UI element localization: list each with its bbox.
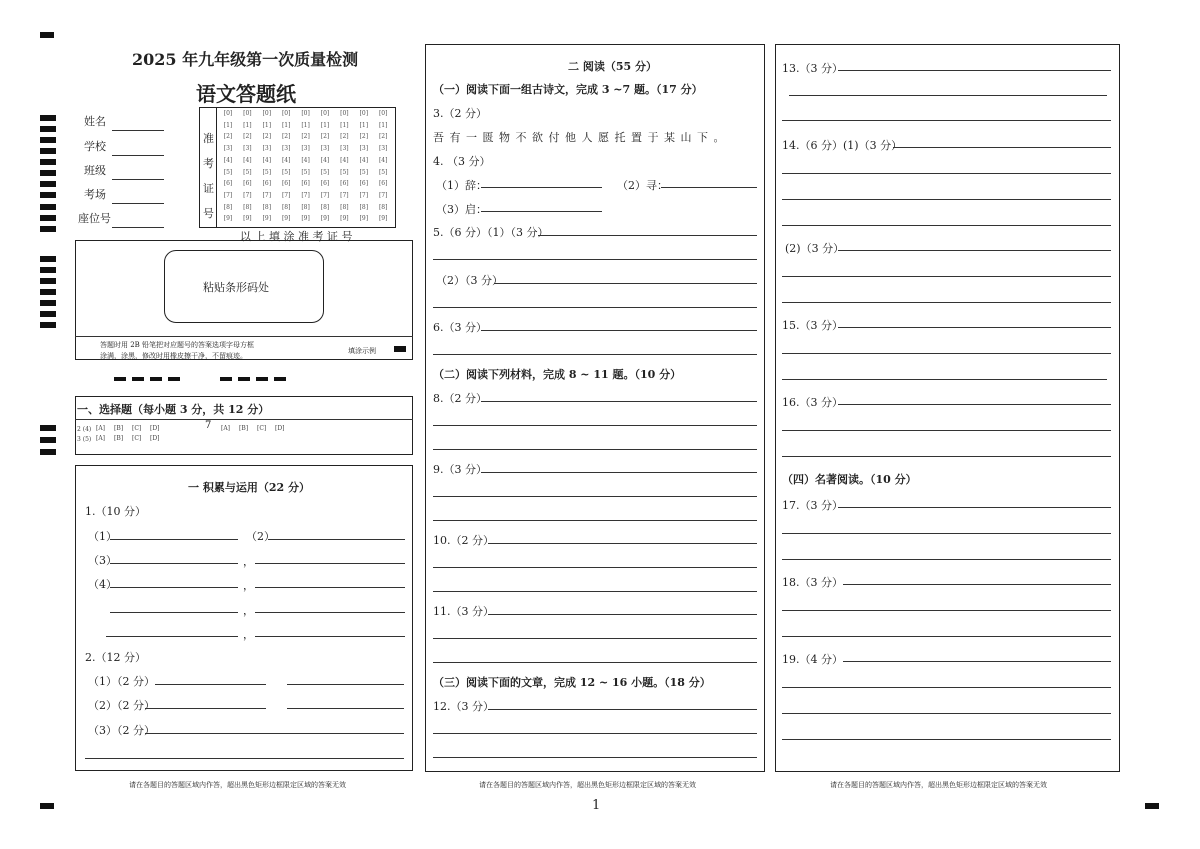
q1-4-line-a[interactable]	[110, 587, 238, 588]
choice-option-bubble[interactable]: [C]	[132, 425, 142, 432]
exam-digit-bubble[interactable]: [2]	[378, 133, 388, 141]
exam-digit-bubble[interactable]: [2]	[223, 133, 233, 141]
q1-2-label: （2）	[246, 530, 275, 543]
exam-digit-bubble[interactable]: [9]	[281, 215, 291, 223]
exam-digit-bubble[interactable]: [3]	[243, 145, 252, 153]
timing-mark	[40, 256, 56, 262]
q19-line-4[interactable]	[782, 739, 1111, 740]
q6-line[interactable]	[481, 330, 757, 331]
exam-grid-divider	[216, 107, 217, 228]
q3-text: 吾 有 一 匮 物 不 欲 付 他 人 愿 托 置 于 某 山 下 。	[433, 131, 726, 144]
q1-4-line-e[interactable]	[106, 636, 238, 637]
exam-digit-bubble[interactable]: [7]	[359, 191, 369, 199]
q16-label: 16.（3 分）	[782, 396, 843, 409]
q14-line[interactable]	[893, 147, 1111, 148]
exam-digit-bubble[interactable]: [9]	[359, 215, 369, 223]
q14-2-label: (2)（3 分）	[785, 242, 845, 255]
exam-digit-bubble[interactable]: [9]	[378, 215, 388, 223]
timing-mark	[40, 267, 56, 273]
q10-line[interactable]	[488, 543, 757, 544]
sheet-subtitle: 语文答题纸	[196, 82, 296, 106]
choice-option-bubble[interactable]: [C]	[132, 435, 142, 442]
exam-digit-bubble[interactable]: [0]	[320, 110, 330, 117]
exam-digit-bubble[interactable]: [1]	[281, 121, 291, 129]
school-field[interactable]	[112, 155, 164, 156]
exam-no-char-1: 准	[203, 132, 214, 145]
choice-option-bubble[interactable]: [C]	[257, 425, 267, 432]
q9-line[interactable]	[481, 472, 757, 473]
comma: ，	[243, 555, 254, 568]
q11-label: 11.（3 分）	[433, 605, 494, 618]
q4-2-line[interactable]	[661, 187, 757, 188]
exam-digit-bubble[interactable]: [5]	[262, 168, 272, 176]
q17-line-3[interactable]	[782, 559, 1111, 560]
barcode-note-2: 涂满，涂黑，修改时用橡皮擦干净，不留痕迹。	[100, 352, 247, 360]
class-field[interactable]	[112, 179, 164, 180]
choice-row1-no: 2 (4)	[77, 426, 92, 433]
q2-1-line-b[interactable]	[287, 684, 404, 685]
barcode-note-1: 答题时用 2B 铅笔把对应题号的答案选项字母方框	[100, 341, 255, 349]
exam-digit-bubble[interactable]: [2]	[320, 133, 330, 141]
exam-digit-bubble[interactable]: [1]	[223, 121, 233, 129]
timing-mark	[40, 278, 56, 284]
exam-digit-bubble[interactable]: [3]	[281, 145, 291, 153]
q12-label: 12.（3 分）	[433, 700, 494, 713]
choice-option-bubble[interactable]: [B]	[239, 425, 249, 432]
q6-line-2[interactable]	[433, 354, 757, 355]
q15-line[interactable]	[838, 327, 1111, 328]
exam-digit-bubble[interactable]: [8]	[320, 203, 330, 211]
exam-digit-bubble[interactable]: [5]	[243, 168, 252, 176]
q17-line[interactable]	[838, 507, 1111, 508]
exam-digit-bubble[interactable]: [4]	[301, 156, 310, 164]
exam-digit-bubble[interactable]: [1]	[262, 121, 272, 129]
q13-label: 13.（3 分）	[782, 62, 843, 75]
exam-digit-bubble[interactable]: [8]	[262, 203, 272, 211]
exam-digit-bubble[interactable]: [3]	[340, 145, 349, 153]
choice-option-bubble[interactable]: [A]	[96, 425, 106, 432]
q12-line-2[interactable]	[433, 733, 757, 734]
exam-digit-bubble[interactable]: [6]	[320, 180, 330, 188]
label-room: 考场	[84, 188, 106, 201]
q2-3-label: （3）（2 分）	[88, 724, 155, 737]
exam-digit-bubble[interactable]: [8]	[281, 203, 291, 211]
corner-mark-top-left	[40, 32, 54, 38]
exam-digit-bubble[interactable]: [2]	[262, 133, 272, 141]
q18-label: 18.（3 分）	[782, 576, 843, 589]
q17-line-2[interactable]	[782, 533, 1111, 534]
q2-1-line-a[interactable]	[155, 684, 266, 685]
exam-digit-bubble[interactable]: [9]	[223, 215, 233, 223]
q18-line-2[interactable]	[782, 610, 1111, 611]
q15-label: 15.（3 分）	[782, 319, 843, 332]
exam-digit-bubble[interactable]: [9]	[243, 215, 252, 223]
q1-4-line-f[interactable]	[255, 636, 405, 637]
timing-mark	[40, 289, 56, 295]
exam-digit-bubble[interactable]: [1]	[359, 121, 369, 129]
exam-digit-bubble[interactable]: [1]	[320, 121, 330, 129]
timing-mark	[40, 192, 56, 198]
exam-digit-bubble[interactable]: [6]	[243, 180, 252, 188]
exam-digit-bubble[interactable]: [7]	[243, 191, 252, 199]
q13-line-2[interactable]	[789, 95, 1107, 96]
choice-option-bubble[interactable]: [B]	[114, 425, 124, 432]
q2-2-label: （2）（2 分）	[88, 699, 155, 712]
q4-3-label: （3）启：	[436, 203, 487, 216]
exam-digit-bubble[interactable]: [2]	[301, 133, 310, 141]
exam-digit-bubble[interactable]: [3]	[359, 145, 369, 153]
exam-digit-bubble[interactable]: [8]	[301, 203, 310, 211]
exam-digit-bubble[interactable]: [4]	[281, 156, 291, 164]
choice-title: 一、选择题（每小题 3 分，共 12 分）	[77, 403, 270, 416]
dash-mark	[256, 377, 268, 381]
exam-digit-bubble[interactable]: [6]	[281, 180, 291, 188]
q4-1-line[interactable]	[481, 187, 602, 188]
barcode-label: 粘贴条形码处	[203, 281, 269, 294]
q9-line-2[interactable]	[433, 496, 757, 497]
q10-line-2[interactable]	[433, 567, 757, 568]
dash-mark	[114, 377, 126, 381]
choice-row2-no: 3 (5)	[77, 436, 92, 443]
exam-no-char-4: 号	[203, 207, 214, 220]
q14-line-3[interactable]	[782, 199, 1111, 200]
q6-label: 6.（3 分）	[433, 321, 487, 334]
q19-label: 19.（4 分）	[782, 653, 843, 666]
exam-digit-bubble[interactable]: [9]	[320, 215, 330, 223]
exam-digit-bubble[interactable]: [5]	[223, 168, 233, 176]
exam-digit-bubble[interactable]: [2]	[359, 133, 369, 141]
exam-digit-bubble[interactable]: [0]	[262, 110, 272, 117]
q12-line-3[interactable]	[433, 757, 757, 758]
q2-label: 2.（12 分）	[85, 651, 146, 664]
choice-divider	[75, 419, 413, 420]
q1-4-line-c[interactable]	[110, 612, 238, 613]
exam-digit-bubble[interactable]: [1]	[340, 121, 349, 129]
q14-2-line-2[interactable]	[782, 276, 1111, 277]
q10-label: 10.（2 分）	[433, 534, 494, 547]
section1-title: 一 积累与运用（22 分）	[188, 481, 310, 494]
footer-note-middle: 请在各题目的答题区域内作答，超出黑色矩形边框限定区域的答案无效	[479, 781, 696, 789]
q11-line-3[interactable]	[433, 662, 757, 663]
dash-mark	[274, 377, 286, 381]
exam-digit-bubble[interactable]: [0]	[223, 110, 233, 117]
part1-title: （一）阅读下面一组古诗文，完成 3 ~7 题。（17 分）	[433, 83, 703, 96]
choice-option-bubble[interactable]: [D]	[150, 425, 160, 432]
footer-note-right: 请在各题目的答题区域内作答，超出黑色矩形边框限定区域的答案无效	[830, 781, 1047, 789]
exam-digit-bubble[interactable]: [2]	[243, 133, 252, 141]
q16-line[interactable]	[838, 404, 1111, 405]
q16-line-3[interactable]	[782, 456, 1111, 457]
exam-no-char-3: 证	[203, 182, 214, 195]
exam-digit-bubble[interactable]: [0]	[359, 110, 369, 117]
exam-digit-bubble[interactable]: [4]	[340, 156, 349, 164]
exam-digit-bubble[interactable]: [7]	[378, 191, 388, 199]
exam-digit-bubble[interactable]: [5]	[359, 168, 369, 176]
choice-option-bubble[interactable]: [D]	[150, 435, 160, 442]
exam-digit-bubble[interactable]: [0]	[301, 110, 310, 117]
footer-note-left: 请在各题目的答题区域内作答，超出黑色矩形边框限定区域的答案无效	[129, 781, 346, 789]
part2-title: （二）阅读下列材料，完成 8 ~ 11 题。（10 分）	[433, 368, 682, 381]
exam-digit-bubble[interactable]: [5]	[340, 168, 349, 176]
q5-2-line-2[interactable]	[433, 307, 757, 308]
exam-digit-bubble[interactable]: [0]	[340, 110, 349, 117]
exam-digit-bubble[interactable]: [7]	[340, 191, 349, 199]
q12-line[interactable]	[488, 709, 757, 710]
barcode-divider	[75, 336, 413, 337]
exam-digit-bubble[interactable]: [8]	[243, 203, 252, 211]
corner-mark-bottom-left	[40, 803, 54, 809]
timing-mark	[40, 300, 56, 306]
exam-digit-bubble[interactable]: [4]	[320, 156, 330, 164]
timing-mark	[40, 181, 56, 187]
timing-mark	[40, 437, 56, 443]
exam-digit-bubble[interactable]: [7]	[281, 191, 291, 199]
q8-line-3[interactable]	[433, 449, 757, 450]
exam-digit-bubble[interactable]: [1]	[301, 121, 310, 129]
part3-title: （三）阅读下面的文章，完成 12 ~ 16 小题。（18 分）	[433, 676, 711, 689]
seat-field[interactable]	[112, 227, 164, 228]
timing-mark	[40, 137, 56, 143]
q14-2-line-3[interactable]	[782, 302, 1111, 303]
exam-digit-bubble[interactable]: [4]	[378, 156, 388, 164]
timing-mark	[40, 126, 56, 132]
exam-digit-bubble[interactable]: [7]	[262, 191, 272, 199]
q18-line[interactable]	[843, 584, 1111, 585]
exam-digit-bubble[interactable]: [1]	[243, 121, 252, 129]
exam-digit-bubble[interactable]: [9]	[340, 215, 349, 223]
q4-1-label: （1）辞：	[436, 179, 487, 192]
label-school: 学校	[84, 140, 106, 153]
page-number: 1	[592, 798, 601, 813]
q19-line-3[interactable]	[782, 713, 1111, 714]
timing-mark	[40, 204, 56, 210]
exam-digit-bubble[interactable]: [5]	[281, 168, 291, 176]
exam-no-caption: 以 上 填 涂 准 考 证 号	[240, 230, 353, 243]
choice-option-bubble[interactable]: [D]	[275, 425, 285, 432]
choice-q7-no: 7	[205, 420, 212, 431]
timing-mark	[40, 226, 56, 232]
timing-mark	[40, 159, 56, 165]
timing-mark	[40, 449, 56, 455]
q2-2-line-b[interactable]	[287, 708, 404, 709]
fill-example-mark	[394, 346, 406, 352]
q19-line-2[interactable]	[782, 687, 1111, 688]
exam-digit-bubble[interactable]: [3]	[223, 145, 233, 153]
q14-line-4[interactable]	[782, 225, 1111, 226]
comma: ，	[243, 628, 254, 641]
exam-digit-bubble[interactable]: [8]	[378, 203, 388, 211]
q5-label: 5.（6 分）（1）（3 分）	[433, 226, 549, 239]
corner-mark-bottom-right	[1145, 803, 1159, 809]
q5-2-line[interactable]	[494, 283, 757, 284]
room-field[interactable]	[112, 203, 164, 204]
q11-line-2[interactable]	[433, 638, 757, 639]
timing-mark	[40, 115, 56, 121]
comma: ，	[243, 579, 254, 592]
dash-mark	[220, 377, 232, 381]
dash-mark	[238, 377, 250, 381]
comma: ，	[243, 604, 254, 617]
label-class: 班级	[84, 164, 106, 177]
exam-digit-bubble[interactable]: [6]	[359, 180, 369, 188]
q1-4-line-d[interactable]	[255, 612, 405, 613]
section2-title: 二 阅读（55 分）	[568, 60, 657, 73]
q5-1-line-2[interactable]	[433, 259, 757, 260]
exam-no-char-2: 考	[203, 157, 214, 170]
q19-line[interactable]	[843, 661, 1111, 662]
q2-3-line-2[interactable]	[85, 758, 404, 759]
exam-digit-bubble[interactable]: [3]	[320, 145, 330, 153]
label-name: 姓名	[84, 115, 106, 128]
q1-3-label: （3）	[88, 554, 117, 567]
exam-digit-bubble[interactable]: [9]	[262, 215, 272, 223]
q2-2-line-a[interactable]	[145, 708, 266, 709]
exam-digit-bubble[interactable]: [8]	[223, 203, 233, 211]
q15-line-2[interactable]	[782, 353, 1111, 354]
fill-example-label: 填涂示例	[348, 347, 376, 355]
q1-3-line-b[interactable]	[255, 563, 405, 564]
timing-mark	[40, 170, 56, 176]
q14-2-line[interactable]	[838, 250, 1111, 251]
timing-mark	[40, 322, 56, 328]
exam-digit-bubble[interactable]: [8]	[359, 203, 369, 211]
choice-option-bubble[interactable]: [B]	[114, 435, 124, 442]
q4-3-line[interactable]	[481, 211, 602, 212]
exam-digit-bubble[interactable]: [2]	[340, 133, 349, 141]
q13-line-3[interactable]	[782, 120, 1111, 121]
name-field[interactable]	[112, 130, 164, 131]
exam-digit-bubble[interactable]: [4]	[223, 156, 233, 164]
q5-1-line[interactable]	[538, 235, 757, 236]
exam-digit-bubble[interactable]: [7]	[301, 191, 310, 199]
exam-digit-bubble[interactable]: [6]	[301, 180, 310, 188]
exam-digit-bubble[interactable]: [5]	[301, 168, 310, 176]
q2-1-label: （1）（2 分）	[88, 675, 155, 688]
exam-digit-bubble[interactable]: [5]	[378, 168, 388, 176]
choice-option-bubble[interactable]: [A]	[96, 435, 106, 442]
q8-line[interactable]	[481, 401, 757, 402]
label-seat: 座位号	[78, 212, 111, 225]
exam-digit-bubble[interactable]: [4]	[262, 156, 272, 164]
q1-1-label: （1）	[88, 530, 117, 543]
timing-mark	[40, 148, 56, 154]
q8-line-2[interactable]	[433, 425, 757, 426]
q11-line[interactable]	[488, 614, 757, 615]
q17-label: 17.（3 分）	[782, 499, 843, 512]
timing-mark	[40, 311, 56, 317]
exam-digit-bubble[interactable]: [6]	[262, 180, 272, 188]
q1-4-line-b[interactable]	[255, 587, 405, 588]
q1-4-label: （4）	[88, 578, 117, 591]
q15-line-3[interactable]	[782, 379, 1107, 380]
q14-label: 14.（6 分）(1)（3 分）	[782, 139, 903, 152]
dash-mark	[132, 377, 144, 381]
choice-option-bubble[interactable]: [A]	[221, 425, 231, 432]
part4-title: （四）名著阅读。（10 分）	[782, 473, 917, 486]
exam-digit-bubble[interactable]: [5]	[320, 168, 330, 176]
exam-digit-bubble[interactable]: [3]	[301, 145, 310, 153]
timing-mark	[40, 215, 56, 221]
exam-digit-bubble[interactable]: [8]	[340, 203, 349, 211]
q8-label: 8.（2 分）	[433, 392, 487, 405]
q5-2-label: （2）（3 分）	[436, 274, 503, 287]
exam-digit-bubble[interactable]: [0]	[378, 110, 388, 117]
exam-digit-bubble[interactable]: [3]	[262, 145, 272, 153]
exam-digit-bubble[interactable]: [7]	[223, 191, 233, 199]
exam-digit-bubble[interactable]: [4]	[243, 156, 252, 164]
exam-digit-bubble[interactable]: [6]	[378, 180, 388, 188]
exam-digit-bubble[interactable]: [7]	[320, 191, 330, 199]
exam-digit-bubble[interactable]: [0]	[243, 110, 252, 117]
q14-line-2[interactable]	[782, 173, 1111, 174]
exam-digit-bubble[interactable]: [2]	[281, 133, 291, 141]
exam-title: 2025 年九年级第一次质量检测	[132, 50, 359, 69]
exam-digit-bubble[interactable]: [1]	[378, 121, 388, 129]
q16-line-2[interactable]	[782, 430, 1111, 431]
q2-3-line[interactable]	[145, 733, 404, 734]
q9-line-3[interactable]	[433, 520, 757, 521]
exam-digit-bubble[interactable]: [0]	[281, 110, 291, 117]
dash-mark	[168, 377, 180, 381]
exam-digit-bubble[interactable]: [9]	[301, 215, 310, 223]
exam-digit-bubble[interactable]: [6]	[340, 180, 349, 188]
q1-2-line[interactable]	[268, 539, 405, 540]
q18-line-3[interactable]	[782, 636, 1111, 637]
exam-digit-bubble[interactable]: [6]	[223, 180, 233, 188]
exam-digit-bubble[interactable]: [4]	[359, 156, 369, 164]
q9-label: 9.（3 分）	[433, 463, 487, 476]
q4-2-label: （2）寻：	[617, 179, 668, 192]
exam-digit-bubble[interactable]: [3]	[378, 145, 388, 153]
q10-line-3[interactable]	[433, 591, 757, 592]
q4-label: 4. （3 分）	[433, 155, 491, 168]
q3-label: 3.（2 分）	[433, 107, 487, 120]
dash-mark	[150, 377, 162, 381]
q1-3-line-a[interactable]	[110, 563, 238, 564]
q1-label: 1.（10 分）	[85, 505, 146, 518]
timing-mark	[40, 425, 56, 431]
q1-1-line[interactable]	[110, 539, 238, 540]
q13-line[interactable]	[838, 70, 1111, 71]
